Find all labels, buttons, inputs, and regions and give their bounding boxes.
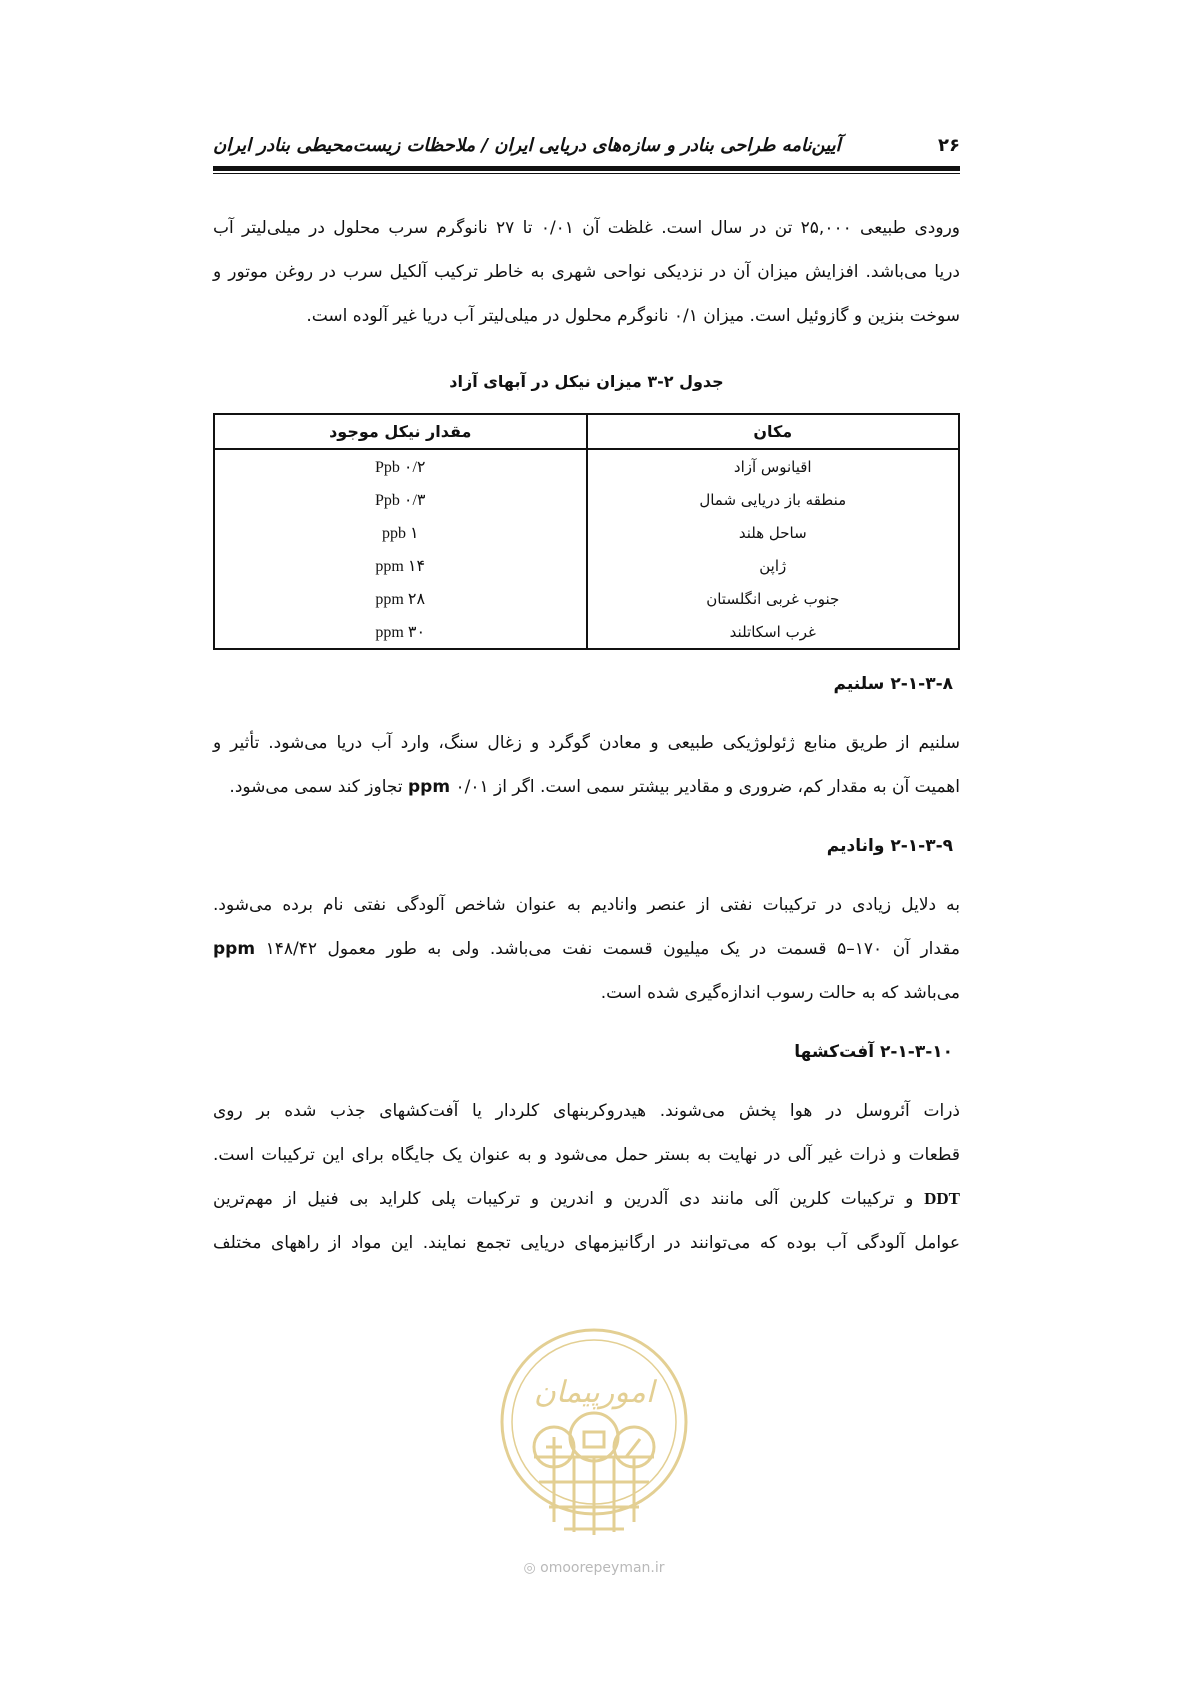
pesticides-line-3-b: و ترکیبات کلرین آلی مانند دی آلدرین و اندرین و ترکیبات پلی کلراید بی فنیل از مهم‌ترین <box>213 1189 925 1209</box>
pesticides-line-2: قطعات و ذرات غیر آلی در نهایت به بستر حمل می‌شود و به عنوان یک جایگاه برای این ترکیبات است. <box>213 1145 960 1165</box>
header-amount: مقدار نیکل موجود <box>214 414 587 449</box>
selenium-line-2 <box>213 765 960 809</box>
intro-line-2: دریا می‌باشد. افزایش میزان آن در نزدیکی نواحی شهری به خاطر ترکیب آلکیل سرب در روغن موتور و <box>213 262 960 282</box>
vanadium-ppm: ppm <box>213 939 256 959</box>
header-place: مکان <box>587 414 960 449</box>
intro-line-1: ورودی طبیعی ۲۵,۰۰۰ تن در سال است. غلظت آن ۰/۰۱ تا ۲۷ نانوگرم سرب محلول در میلی‌لیتر آب <box>213 218 960 238</box>
pesticides-line-1: ذرات آئروسل در هوا پخش می‌شوند. هیدروکربنهای کلردار یا آفت‌کشهای جذب شده بر روی <box>213 1101 960 1121</box>
vanadium-paragraph <box>213 883 960 1015</box>
table-header-row <box>214 414 959 449</box>
selenium-line-2-a: اهمیت آن به مقدار کم، ضروری و مقادیر بیشتر سمی است. اگر از <box>488 777 960 797</box>
pesticides-ddt: DDT <box>924 1189 960 1208</box>
intro-paragraph <box>213 206 960 338</box>
pesticides-line-3 <box>213 1177 960 1221</box>
selenium-line-1: سلنیم از طریق منابع ژئولوژیکی طبیعی و معادن گوگرد و زغال سنگ، وارد آب دریا می‌شود. تأثیر و <box>213 733 960 753</box>
table-row <box>214 549 959 582</box>
table-row <box>214 516 959 549</box>
row-amount: ۱ ppb <box>214 516 587 549</box>
watermark-url-text: omoorepeyman.ir <box>540 1560 665 1576</box>
table-row <box>214 483 959 516</box>
table-row <box>214 615 959 649</box>
vanadium-line-2 <box>213 927 960 971</box>
row-place: اقیانوس آزاد <box>587 449 960 483</box>
selenium-ppm: ppm <box>408 777 451 797</box>
row-place: ژاپن <box>587 549 960 582</box>
row-place: ساحل هلند <box>587 516 960 549</box>
pesticides-line-4: عوامل آلودگی آب بوده که می‌توانند در ارگانیزمهای دریایی تجمع نمایند. این مواد از راههای مختلف <box>213 1233 960 1253</box>
row-amount: ۰/۲ Ppb <box>214 449 587 483</box>
watermark-logo-text: امورپیمان <box>533 1375 655 1410</box>
intro-line-3: سوخت بنزین و گازوئیل است. میزان ۰/۱ نانوگرم محلول در میلی‌لیتر آب دریا غیر آلوده است. <box>306 306 960 326</box>
header-title: آیین‌نامه طراحی بنادر و سازه‌های دریایی ایران / ملاحظات زیست‌محیطی بنادر ایران <box>213 134 841 156</box>
page-number: ۲۶ <box>938 134 960 156</box>
vanadium-line-2-b: ۱۴۸/۴۲ <box>255 939 317 959</box>
watermark-url: ◎ omoorepeyman.ir <box>523 1560 665 1576</box>
selenium-line-2-b: ۰/۰۱ تجاوز کند سمی می‌شود. <box>229 777 489 797</box>
row-amount: ۰/۳ Ppb <box>214 483 587 516</box>
row-place: منطقه باز دریایی شمال <box>587 483 960 516</box>
nickel-table <box>213 413 960 650</box>
header-rule-thin <box>213 173 960 174</box>
heading-selenium: ۲-۱-۳-۸ سلنیم <box>833 674 953 694</box>
table-row <box>214 582 959 615</box>
row-place: جنوب غربی انگلستان <box>587 582 960 615</box>
page-header <box>213 128 960 162</box>
row-amount: ۲۸ ppm <box>214 582 587 615</box>
header-rule-thick <box>213 166 960 171</box>
vanadium-line-3: می‌باشد که به حالت رسوب اندازه‌گیری شده است. <box>600 983 960 1003</box>
table-row <box>214 449 959 483</box>
row-amount: ۳۰ ppm <box>214 615 587 649</box>
vanadium-line-2-a: مقدار آن ۱۷۰–۵ قسمت در یک میلیون قسمت نفت می‌باشد. ولی به طور معمول <box>317 939 961 959</box>
table-caption: جدول ۲-۳ میزان نیکل در آبهای آزاد <box>449 372 724 391</box>
selenium-paragraph <box>213 721 960 809</box>
pesticides-paragraph <box>213 1089 960 1265</box>
heading-vanadium: ۲-۱-۳-۹ وانادیم <box>826 836 953 856</box>
vanadium-line-1: به دلایل زیادی در ترکیبات نفتی از عنصر وانادیم به عنوان شاخص آلودگی نفتی نام برده می‌شود. <box>213 895 960 915</box>
row-amount: ۱۴ ppm <box>214 549 587 582</box>
heading-pesticides: ۲-۱-۳-۱۰ آفت‌کشها <box>794 1042 953 1062</box>
watermark-seal-icon <box>494 1307 694 1557</box>
row-place: غرب اسکاتلند <box>587 615 960 649</box>
watermark-logo <box>494 1307 694 1557</box>
